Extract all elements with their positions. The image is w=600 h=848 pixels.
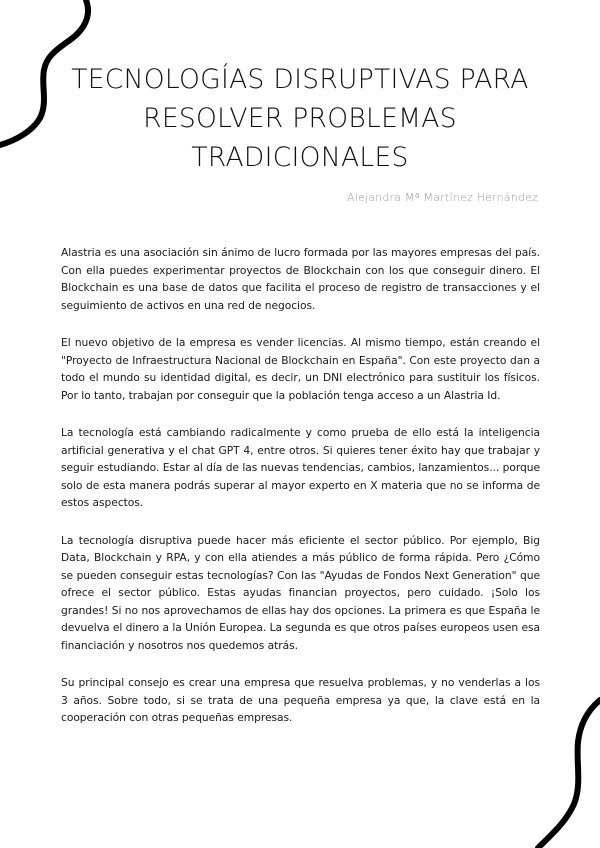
paragraph: Alastria es una asociación sin ánimo de lucro formada por las mayores empresas del país. Con ella puedes experimentar proyectos de Blockchain con los que conseguir dinero. El Blockchain es una base de datos que facilita el proceso de registro de transacciones y el seguimiento de activos en una red de negocios.	[61, 246, 540, 312]
article-body	[61, 244, 540, 747]
paragraph: La tecnología está cambiando radicalmente y como prueba de ello está la inteligencia artificial generativa y el chat GPT 4, entre otros. Si quieres tener éxito hay que trabajar y seguir estudiando. Estar al día de las nuevas tendencias, cambios, lanzamientos... porque solo de esta manera podrás superar al mayor experto en X materia que no se informa de estos aspectos.	[61, 426, 540, 509]
paragraph: La tecnología disruptiva puede hacer más eficiente el sector público. Por ejemplo, Big Data, Blockchain y RPA, y con ella atiendes a más público de forma rápida. Pero ¿Cómo se pueden conseguir estas tecnologías? Con las "Ayudas de Fondos Next Generation" que ofrece el sector público. Estas ayudas financian proyectos, pero cuidado. ¡Solo los grandes! Si no nos aprovechamos de ellas hay dos opciones. La primera es que España le devuelva el dinero a la Unión Europea. La segunda es que otros países europeos usen esa financiación y nosotros nos quedemos atrás.	[61, 533, 540, 652]
paragraph: Su principal consejo es crear una empresa que resuelva problemas, y no venderlas a los 3 años. Sobre todo, si se trata de una pequeña empresa ya que, la clave está en la cooperación con otras pequeñas empresas.	[61, 676, 540, 724]
author-name: Alejandra Mª Martínez Hernández	[347, 191, 538, 204]
paragraph: El nuevo objetivo de la empresa es vender licencias. Al mismo tiempo, están creando el "Proyecto de Infraestructura Nacional de Blockchain en España". Con este proyecto dan a todo el mundo su identidad digital, es decir, un DNI electrónico para sustituir los físicos. Por lo tanto, trabajan por conseguir que la población tenga acceso a un Alastria Id.	[61, 336, 540, 402]
document-title: TECNOLOGÍAS DISRUPTIVAS PARA RESOLVER PROBLEMAS TRADICIONALES	[71, 64, 529, 173]
